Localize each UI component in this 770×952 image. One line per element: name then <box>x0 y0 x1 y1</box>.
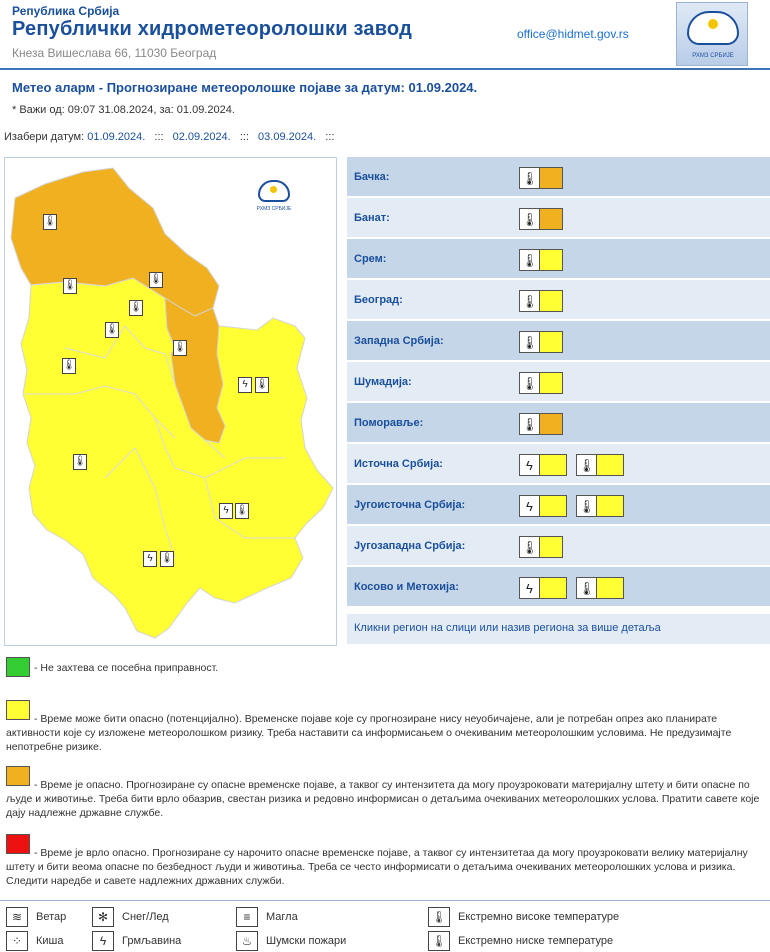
header-divider <box>0 68 770 70</box>
key-label: Магла <box>266 911 298 923</box>
sun-logo-icon <box>708 19 718 29</box>
map-logo-text: РХМЗ СРБИЈЕ <box>256 206 292 212</box>
warning-level-swatch <box>597 496 623 516</box>
high-temperature-icon: 🌡 <box>428 907 450 927</box>
legend-item-yellow <box>2 700 770 752</box>
thunderstorm-icon: ϟ <box>520 496 540 516</box>
institute-logo[interactable] <box>676 2 748 66</box>
thunderstorm-icon[interactable]: ϟ <box>143 551 157 567</box>
thermometer-icon: 🌡 <box>520 373 540 393</box>
date-link-2[interactable]: 02.09.2024. <box>172 131 231 143</box>
legend-item-green <box>2 657 770 681</box>
legend-text: - Време је опасно. Прогнозиране су опасне временске појаве, а таквог су интензитета да могу проузроковати материјалну штету и бити опасне по људе и животиње. Треба бити врло обазрив, свестан ризика и редовно информисан о детаљима очекиваних метеоролошких услова. Пратити савете које дају надлежне државне службе. <box>6 779 760 819</box>
key-item <box>92 907 169 927</box>
region-name[interactable]: Поморавље: <box>354 416 424 429</box>
page-title: Метео аларм - Прогнозиране метеоролошке појаве за датум: 01.09.2024. <box>12 80 478 95</box>
sun-logo-icon <box>270 186 277 193</box>
thermometer-icon[interactable]: 🌡 <box>160 551 174 567</box>
region-list <box>347 157 770 608</box>
warning-level-swatch <box>540 168 562 188</box>
site-header <box>0 0 770 68</box>
warning-indicator[interactable] <box>519 577 567 599</box>
warning-level-swatch <box>540 291 562 311</box>
thermometer-icon[interactable]: 🌡 <box>129 300 143 316</box>
thermometer-icon[interactable]: 🌡 <box>73 454 87 470</box>
region-name[interactable]: Бачка: <box>354 170 390 183</box>
region-row[interactable] <box>347 526 770 567</box>
serbia-warning-map[interactable] <box>4 157 337 646</box>
thermometer-icon: 🌡 <box>520 291 540 311</box>
thermometer-icon: 🌡 <box>577 578 597 598</box>
region-row[interactable] <box>347 321 770 362</box>
key-label: Снег/Лед <box>122 911 169 923</box>
key-item <box>92 931 181 951</box>
key-item <box>428 931 613 951</box>
legend-item-orange <box>2 766 770 818</box>
region-name[interactable]: Београд: <box>354 293 403 306</box>
serbia-map-svg[interactable] <box>5 158 336 645</box>
region-name[interactable]: Срем: <box>354 252 387 265</box>
warning-indicator[interactable] <box>519 495 567 517</box>
thermometer-icon[interactable]: 🌡 <box>149 272 163 288</box>
warning-level-swatch <box>540 373 562 393</box>
warning-indicator[interactable] <box>519 454 567 476</box>
date-separator: ::: <box>154 131 164 143</box>
warning-level-swatch <box>540 537 562 557</box>
warning-level-swatch <box>540 332 562 352</box>
legend-text: - Не захтева се посебна приправност. <box>34 662 219 674</box>
region-row[interactable] <box>347 157 770 198</box>
warning-indicator[interactable] <box>519 536 563 558</box>
key-item <box>6 907 66 927</box>
warning-level-swatch <box>597 455 623 475</box>
warning-indicator[interactable] <box>519 167 563 189</box>
warning-level-swatch <box>540 250 562 270</box>
key-label: Ветар <box>36 911 67 923</box>
thermometer-icon[interactable]: 🌡 <box>105 322 119 338</box>
warning-level-swatch <box>540 455 566 475</box>
key-label: Грмљавина <box>122 935 182 947</box>
logo-text: РХМЗ СРБИЈЕ <box>692 53 734 59</box>
phenomenon-key <box>0 900 770 952</box>
fog-icon: ≡ <box>236 907 258 927</box>
date-picker-label: Изабери датум: <box>4 131 85 143</box>
date-link-1[interactable]: 01.09.2024. <box>87 131 146 143</box>
key-label: Екстремно високе температуре <box>458 911 620 923</box>
thermometer-icon[interactable]: 🌡 <box>43 214 57 230</box>
key-item <box>236 931 346 951</box>
warning-level-swatch <box>540 209 562 229</box>
region-row[interactable] <box>347 567 770 608</box>
republic-label: Република Србија <box>12 4 120 18</box>
warning-indicator[interactable] <box>519 331 563 353</box>
thunderstorm-icon: ϟ <box>520 578 540 598</box>
institute-name[interactable]: Републички хидрометеоролошки завод <box>12 18 412 40</box>
forest-fire-icon: ♨ <box>236 931 258 951</box>
thermometer-icon[interactable]: 🌡 <box>173 340 187 356</box>
thermometer-icon[interactable]: 🌡 <box>255 377 269 393</box>
region-name[interactable]: Банат: <box>354 211 390 224</box>
warning-indicator[interactable] <box>519 372 563 394</box>
warning-indicator[interactable] <box>519 249 563 271</box>
warning-indicator[interactable] <box>519 208 563 230</box>
thunderstorm-icon: ϟ <box>92 931 114 951</box>
region-row[interactable] <box>347 403 770 444</box>
thermometer-icon[interactable]: 🌡 <box>235 503 249 519</box>
legend-text: - Време је врло опасно. Прогнозиране су нарочито опасне временске појаве, а таквог су интензитетаа да могу проузроковати велику материјалну штету и бити веома опасне по безбедност људи и животиња. Треба се често информисати о детаљима очекиваних метеоролошких услова и ризика. Следити наредбе и савете надлежних државних служби. <box>6 847 748 887</box>
date-separator: ::: <box>239 131 249 143</box>
date-link-3[interactable]: 03.09.2024. <box>258 131 317 143</box>
date-picker <box>4 131 340 143</box>
region-name[interactable]: Шумадија: <box>354 375 412 388</box>
warning-indicator[interactable] <box>576 454 624 476</box>
warning-level-swatch <box>540 578 566 598</box>
thermometer-icon: 🌡 <box>520 537 540 557</box>
snow-ice-icon: ✻ <box>92 907 114 927</box>
thermometer-icon: 🌡 <box>520 414 540 434</box>
map-hint: Кликни регион на слици или назив региона за више детаља <box>347 614 770 644</box>
warning-level-swatch <box>597 578 623 598</box>
region-row[interactable] <box>347 362 770 403</box>
thermometer-icon: 🌡 <box>577 496 597 516</box>
rain-icon: ⁘ <box>6 931 28 951</box>
warning-level-swatch <box>540 414 562 434</box>
warning-indicator[interactable] <box>519 413 563 435</box>
thunderstorm-icon: ϟ <box>520 455 540 475</box>
warning-level-swatch <box>540 496 566 516</box>
thermometer-icon: 🌡 <box>520 209 540 229</box>
key-item <box>6 931 64 951</box>
region-row[interactable] <box>347 485 770 526</box>
region-row[interactable] <box>347 444 770 485</box>
warning-indicator[interactable] <box>576 577 624 599</box>
region-name[interactable]: Косово и Метохија: <box>354 580 459 593</box>
region-row[interactable] <box>347 280 770 321</box>
date-separator: ::: <box>325 131 335 143</box>
valid-from-text: * Важи од: 09:07 31.08.2024, за: 01.09.2024. <box>12 104 235 116</box>
key-item <box>428 907 619 927</box>
key-label: Екстремно ниске температуре <box>458 935 614 947</box>
region-name[interactable]: Југоисточна Србија: <box>354 498 466 511</box>
thermometer-icon[interactable]: 🌡 <box>62 358 76 374</box>
thermometer-icon[interactable]: 🌡 <box>63 278 77 294</box>
legend-item-red <box>2 834 770 890</box>
region-name[interactable]: Источна Србија: <box>354 457 443 470</box>
thermometer-icon: 🌡 <box>520 168 540 188</box>
thunderstorm-icon[interactable]: ϟ <box>219 503 233 519</box>
thermometer-icon: 🌡 <box>520 332 540 352</box>
region-row[interactable] <box>347 198 770 239</box>
warning-indicator[interactable] <box>576 495 624 517</box>
legend-text: - Време може бити опасно (потенцијално). Временске појаве које су прогнозиране нису неуобичајене, али је потребан опрез ако планирате активности које су изложене метеоролошком ризику. Треба наставити са информисањем о очекиваним метеоролошким условима. Не предузимајте непотребне ризике. <box>6 713 732 753</box>
map-logo <box>252 176 296 216</box>
warning-indicator[interactable] <box>519 290 563 312</box>
email-link[interactable]: office@hidmet.gov.rs <box>517 27 629 41</box>
thermometer-icon: 🌡 <box>577 455 597 475</box>
wind-icon: ≋ <box>6 907 28 927</box>
address-text: Кнеза Вишеслава 66, 11030 Београд <box>12 46 217 60</box>
key-label: Киша <box>36 935 64 947</box>
key-item <box>236 907 298 927</box>
region-name[interactable]: Западна Србија: <box>354 334 444 347</box>
key-label: Шумски пожари <box>266 935 347 947</box>
region-row[interactable] <box>347 239 770 280</box>
region-name[interactable]: Југозападна Србија: <box>354 539 466 552</box>
thermometer-icon: 🌡 <box>520 250 540 270</box>
thunderstorm-icon[interactable]: ϟ <box>238 377 252 393</box>
low-temperature-icon: 🌡 <box>428 931 450 951</box>
